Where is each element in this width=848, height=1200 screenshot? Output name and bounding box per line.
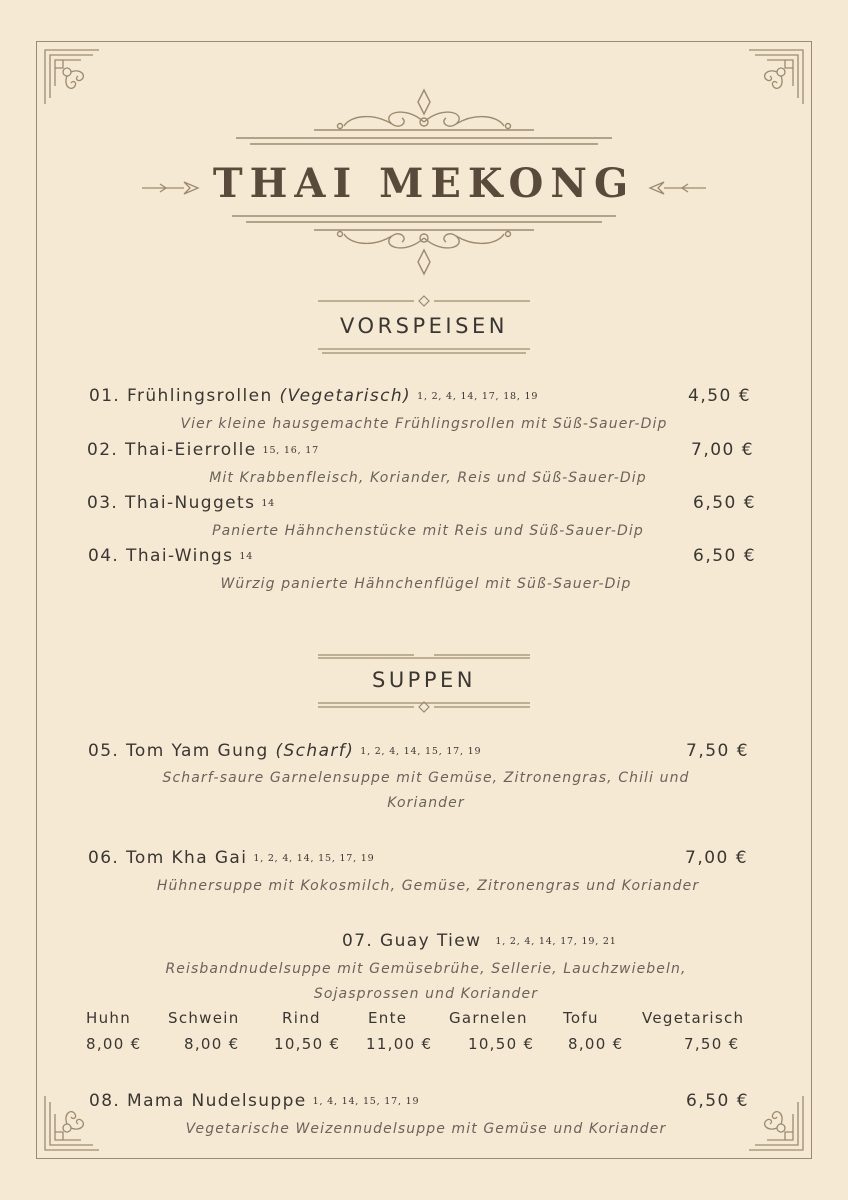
menu-item-name: 06. Tom Kha Gai 1, 2, 4, 14, 15, 17, 19 [88,848,375,868]
section-rule [318,648,530,662]
menu-item-description: Vegetarische Weizennudelsuppe mit Gemüse und Koriander [185,1121,667,1137]
variant-price: 10,50 € [274,1035,341,1053]
restaurant-title: THAI MEKONG [212,160,636,207]
menu-item-name: 03. Thai-Nuggets 14 [87,493,276,513]
variant-price: 8,00 € [86,1035,142,1053]
variant-label: Vegetarisch [642,1009,745,1027]
section-heading-suppen: SUPPEN [371,668,476,692]
menu-item-description: Scharf-saure Garnelensuppe mit Gemüse, Zitronengras, Chili und Koriander [162,770,690,811]
section-heading-vorspeisen: VORSPEISEN [340,314,508,338]
variant-label: Tofu [563,1009,599,1027]
menu-item-price: 6,50 € [686,1091,750,1111]
filigree-icon [0,206,848,280]
menu-item-price: 6,50 € [693,546,757,566]
diamond-icon [318,700,530,714]
menu-item-name: 02. Thai-Eierrolle 15, 16, 17 [87,440,319,460]
variant-price: 7,50 € [684,1035,740,1053]
variant-label: Ente [368,1009,408,1027]
menu-item-name: 05. Tom Yam Gung (Scharf) 1, 2, 4, 14, 15, 17, 19 [88,741,482,761]
filigree-icon [0,84,848,154]
menu-item-description: Panierte Hähnchenstücke mit Reis und Süß-Sauer-Dip [212,523,644,539]
variant-label: Garnelen [449,1009,528,1027]
menu-item-price: 7,50 € [686,741,750,761]
diamond-icon [318,294,530,308]
menu-item-price: 4,50 € [688,386,752,406]
variant-price: 8,00 € [568,1035,624,1053]
menu-item-name: 07. Guay Tiew 1, 2, 4, 14, 17, 19, 21 [342,931,617,951]
menu-item-price: 7,00 € [685,848,749,868]
variant-price: 11,00 € [366,1035,433,1053]
variant-price: 8,00 € [184,1035,240,1053]
menu-item-name: 01. Frühlingsrollen (Vegetarisch) 1, 2, 4, 14, 17, 18, 19 [89,386,539,406]
variant-label: Rind [282,1009,321,1027]
variant-price: 10,50 € [468,1035,535,1053]
arrow-ornament-icon [646,178,708,198]
arrow-ornament-icon [140,178,202,198]
menu-item-description: Würzig panierte Hähnchenflügel mit Süß-Sauer-Dip [220,576,632,592]
menu-item-price: 7,00 € [691,440,755,460]
diamond-icon [318,346,530,360]
menu-item-name: 04. Thai-Wings 14 [88,546,254,566]
menu-item-description: Hühnersuppe mit Kokosmilch, Gemüse, Zitronengras und Koriander [156,878,700,894]
variant-label: Schwein [168,1009,240,1027]
menu-item-description: Vier kleine hausgemachte Frühlingsrollen mit Süß-Sauer-Dip [180,416,668,432]
variant-label: Huhn [86,1009,131,1027]
menu-item-name: 08. Mama Nudelsuppe 1, 4, 14, 15, 17, 19 [89,1091,420,1111]
menu-item-price: 6,50 € [693,493,757,513]
menu-item-description: Reisbandnudelsuppe mit Gemüsebrühe, Sellerie, Lauchzwiebeln, Sojasprossen und Koriander [165,961,687,1002]
menu-item-description: Mit Krabbenfleisch, Koriander, Reis und Süß-Sauer-Dip [209,470,647,486]
